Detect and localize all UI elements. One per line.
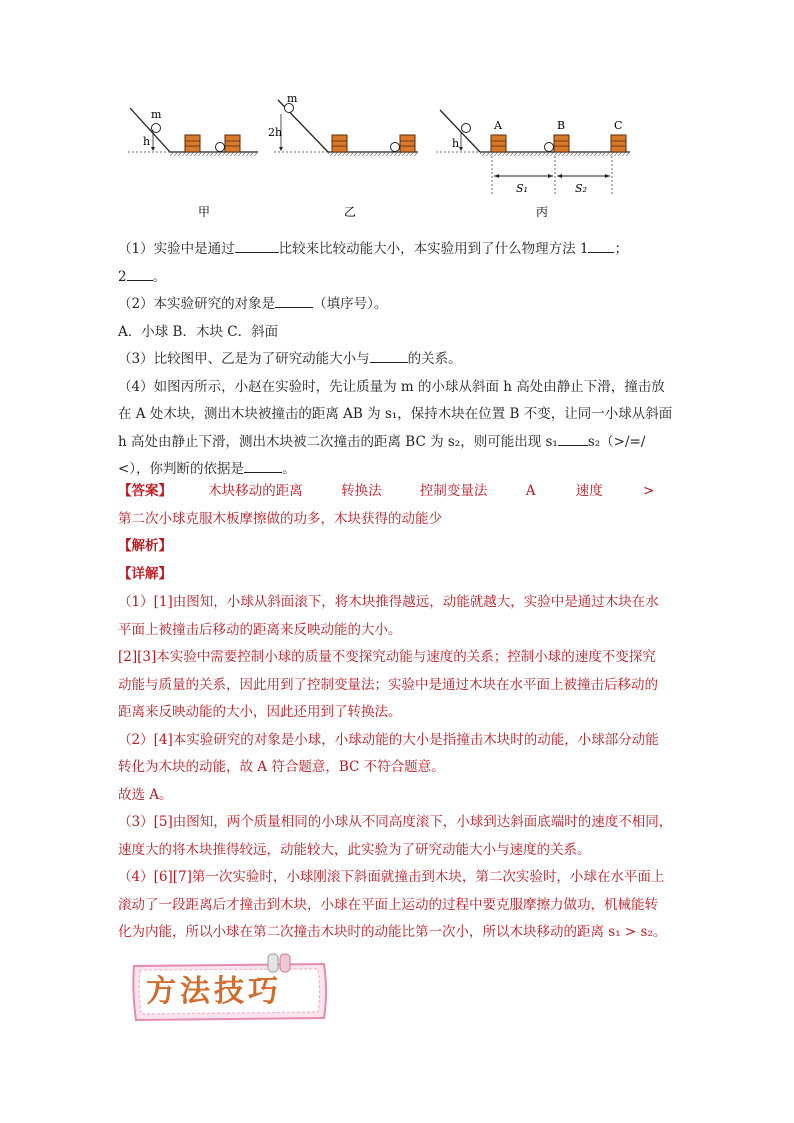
detail-p4-l1: （3）[5]由图知，两个质量相同的小球从不同高度滚下，小球到达斜面底端时的速度不相同， — [118, 814, 673, 830]
detail-p4-l2: 速度大的将木块推得较远，动能较大，此实验为了研究动能大小与速度的关系。 — [118, 841, 591, 858]
q2-options: A．小球 B．木块 C．斜面 — [118, 323, 279, 340]
panel-jia-label: 甲 — [198, 205, 211, 219]
detail-p2-l3: 距离来反映动能的大小，因此还用到了转换法。 — [118, 704, 402, 720]
label-C: C — [614, 119, 623, 132]
method-badge — [130, 952, 330, 1024]
detail-block — [118, 589, 678, 947]
label-m-1: m — [151, 108, 162, 121]
answer-block — [118, 478, 678, 588]
answer-item-2: 转换法 — [341, 483, 382, 499]
answer-line2: 第二次小球克服木板摩擦做的功多，木块获得的动能少 — [118, 510, 442, 527]
answer-item-1: 木块移动的距离 — [208, 483, 303, 499]
blank-7 — [244, 458, 282, 473]
q3-line: （3）比较图甲、乙是为了研究动能大小与 的关系。 — [118, 346, 678, 374]
detail-p5-l2: 滚动了一段距离后才撞击到木块，小球在平面上运动的过程中要克服摩擦力做功，机械能转 — [118, 896, 658, 913]
answer-item-6: > — [643, 483, 655, 499]
detail-p2-l2: 动能与质量的关系，因此用到了控制变量法；实验中是通过木块在水平面上被撞击后移动的 — [118, 676, 658, 693]
badge-title: 方法技巧 — [146, 974, 282, 1009]
question-block — [118, 236, 678, 484]
q1-line1: （1）实验中是通过 比较来比较动能大小，本实验用到了什么物理方法 1 ； — [118, 236, 678, 264]
answer-item-4: A — [525, 483, 536, 499]
detail-tag: 【详解】 — [118, 565, 172, 582]
blank-2 — [588, 238, 614, 253]
panel-jia — [128, 108, 258, 219]
panel-bing — [436, 110, 630, 219]
blank-3 — [127, 266, 153, 281]
label-s2: S₂ — [575, 182, 587, 195]
detail-p1-l2: 平面上被撞击后移动的距离来反映动能的大小。 — [118, 621, 402, 638]
label-B: B — [557, 119, 566, 132]
answer-row — [118, 478, 678, 506]
label-m-2: m — [287, 92, 298, 105]
detail-p3-l3: 故选 A。 — [118, 786, 173, 803]
detail-p3-l1: （2）[4]本实验研究的对象是小球，小球动能的大小是指撞击木块时的动能，小球部分动能 — [118, 731, 659, 748]
detail-p5-l3: 化为内能，所以小球在第二次撞击木块时的动能比第一次小，所以木块移动的距离 s₁ > s₂。 — [118, 924, 667, 940]
q4-line2: 在 A 处木块，测出木块被撞击的距离 AB 为 s₁，保持木块在位置 B 不变，让同一小球从斜面 — [118, 406, 673, 422]
experiment-figure — [118, 92, 638, 224]
blank-6 — [558, 431, 588, 446]
detail-p2-l1: [2][3]本实验中需要控制小球的质量不变探究动能与速度的关系；控制小球的速度不变探究 — [118, 649, 656, 665]
answer-tag: 【答案】 — [118, 483, 172, 499]
label-h-1: h — [143, 135, 151, 148]
panel-yi — [268, 92, 418, 219]
detail-p5-l1: （4）[6][7]第一次实验时，小球刚滚下斜面就撞击到木块，第二次实验时，小球在水平面上 — [118, 869, 665, 885]
blank-4 — [275, 293, 313, 308]
answer-item-5: 速度 — [575, 483, 603, 499]
detail-p1-l1: （1）[1]由图知，小球从斜面滚下，将木块推得越远，动能就越大，实验中是通过木块在水 — [118, 594, 659, 610]
label-h-3: h — [452, 137, 460, 150]
label-s1: S₁ — [516, 182, 528, 195]
label-A: A — [494, 119, 502, 132]
q2-line: （2）本实验研究的对象是 （填序号）。 — [118, 291, 678, 319]
blank-1 — [235, 238, 279, 253]
q4-line3: h 高处由静止下滑，测出木块被二次撞击的距离 BC 为 s₂，则可能出现 s₁ s₂（>/=/ — [118, 429, 678, 457]
answer-item-3: 控制变量法 — [419, 483, 488, 499]
panel-yi-label: 乙 — [344, 205, 357, 219]
q4-line4: <），你判断的依据是 。 — [118, 456, 678, 484]
detail-p3-l2: 转化为木块的动能，故 A 符合题意，BC 不符合题意。 — [118, 759, 445, 775]
panel-bing-label: 丙 — [536, 205, 549, 219]
analysis-tag: 【解析】 — [118, 538, 172, 554]
q4-line1: （4）如图丙所示，小赵在实验时，先让质量为 m 的小球从斜面 h 高处由静止下滑，撞击放 — [118, 378, 665, 395]
blank-5 — [370, 348, 408, 363]
q1-line2: 2 。 — [118, 264, 678, 292]
label-2h: 2h — [268, 126, 283, 139]
